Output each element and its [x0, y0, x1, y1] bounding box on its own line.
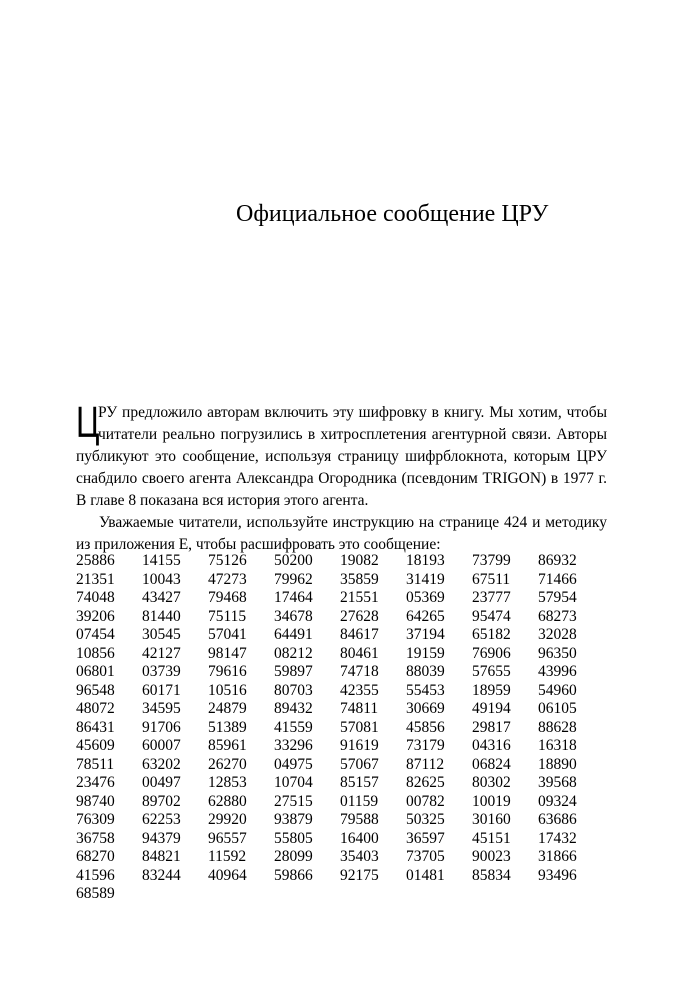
- cipher-group: 27515: [274, 792, 313, 810]
- cipher-group: 86431: [76, 718, 115, 736]
- cipher-group: 59897: [274, 663, 313, 680]
- cipher-group: 17464: [274, 589, 313, 606]
- cipher-group: 41596: [76, 866, 115, 884]
- cipher-group: 67511: [472, 570, 511, 588]
- intro-paragraph-text: РУ предложило авторам включить эту шифровку в книгу. Мы хотим, чтобы читатели реально погрузились в хитросплетения агентурной связи. Авторы публикуют это сообщение, используя страницу шифрблокнота, которым ЦРУ снабдило своего агента Александра Огородника (псевдоним TRIGON) в 1977 г. В главе 8 показана вся история этого агента.: [76, 404, 607, 509]
- cipher-group: 43996: [538, 663, 577, 680]
- cipher-group: 87112: [406, 755, 445, 773]
- cipher-group: 98740: [76, 792, 115, 810]
- cipher-group: 80461: [340, 644, 379, 662]
- cipher-group: 36758: [76, 829, 115, 847]
- cipher-group: 36597: [406, 829, 445, 847]
- cipher-group: 62880: [208, 792, 247, 810]
- cipher-group: 71466: [538, 570, 577, 588]
- cipher-group: 31419: [406, 570, 445, 588]
- cipher-group: 10856: [76, 644, 115, 662]
- cipher-group: 18193: [406, 552, 445, 569]
- cipher-group: 82625: [406, 774, 445, 791]
- cipher-group: 81440: [142, 607, 181, 625]
- cipher-group: 08212: [274, 644, 313, 662]
- cipher-group: 60171: [142, 681, 181, 699]
- cipher-group: 06801: [76, 663, 115, 680]
- cipher-group: 21551: [340, 589, 379, 606]
- cipher-group: 16400: [340, 829, 379, 847]
- body-text: [76, 398, 607, 556]
- cipher-group: 75126: [208, 552, 247, 569]
- cipher-group: 92175: [340, 866, 379, 884]
- cipher-group: 45609: [76, 737, 115, 754]
- cipher-group: 14155: [142, 552, 181, 569]
- cipher-group: 30545: [142, 626, 181, 643]
- cipher-group: 39206: [76, 607, 115, 625]
- cipher-group: 59866: [274, 866, 313, 884]
- cipher-group: 57041: [208, 626, 247, 643]
- cipher-group: 84821: [142, 848, 181, 865]
- cipher-group: 42355: [340, 681, 379, 699]
- cipher-group: 76906: [472, 644, 511, 662]
- cipher-group: 88039: [406, 663, 445, 680]
- cipher-group: 68273: [538, 607, 577, 625]
- cipher-group: 11592: [208, 848, 247, 865]
- cipher-group: 96548: [76, 681, 115, 699]
- cipher-group: 94379: [142, 829, 181, 847]
- cipher-group: 78511: [76, 755, 115, 773]
- cipher-group: 76309: [76, 811, 115, 828]
- cipher-group: 57655: [472, 663, 511, 680]
- cipher-group: 34595: [142, 700, 181, 717]
- cipher-group: 84617: [340, 626, 379, 643]
- cipher-group: 57081: [340, 718, 379, 736]
- cipher-group: 23476: [76, 774, 115, 791]
- cipher-group: 96557: [208, 829, 247, 847]
- cipher-group: 74048: [76, 589, 115, 606]
- cipher-group: 01159: [340, 792, 379, 810]
- cipher-group: 79588: [340, 811, 379, 828]
- cipher-group: 91619: [340, 737, 379, 754]
- cipher-number-grid: [76, 552, 616, 904]
- cipher-group: 17432: [538, 829, 577, 847]
- cipher-group: 68270: [76, 848, 115, 865]
- cipher-group: 98147: [208, 644, 247, 662]
- cipher-group: 40964: [208, 866, 247, 884]
- cipher-group: 93879: [274, 811, 313, 828]
- cipher-group: 10019: [472, 792, 511, 810]
- cipher-group: 63202: [142, 755, 181, 773]
- cipher-group: 06824: [472, 755, 511, 773]
- cipher-group: 55453: [406, 681, 445, 699]
- cipher-group: 80703: [274, 681, 313, 699]
- cipher-group: 57067: [340, 755, 379, 773]
- cipher-group: 79468: [208, 589, 247, 606]
- cipher-group: 18890: [538, 755, 577, 773]
- cipher-group: 41559: [274, 718, 313, 736]
- cipher-group: 93496: [538, 866, 577, 884]
- cipher-group: 73705: [406, 848, 445, 865]
- cipher-group: 16318: [538, 737, 577, 754]
- cipher-group: 05369: [406, 589, 445, 606]
- cipher-group: 18959: [472, 681, 511, 699]
- cipher-group: 07454: [76, 626, 115, 643]
- cipher-group: 85961: [208, 737, 247, 754]
- cipher-group: 96350: [538, 644, 577, 662]
- cipher-group: 29920: [208, 811, 247, 828]
- page-title: Официальное сообщение ЦРУ: [236, 201, 549, 227]
- cipher-group: 03739: [142, 663, 181, 680]
- cipher-group: 32028: [538, 626, 577, 643]
- cipher-group: 73799: [472, 552, 511, 569]
- cipher-group: 35859: [340, 570, 379, 588]
- cipher-group: 64265: [406, 607, 445, 625]
- cipher-group: 45151: [472, 829, 511, 847]
- cipher-group: 34678: [274, 607, 313, 625]
- cipher-group: 64491: [274, 626, 313, 643]
- instruction-paragraph: Уважаемые читатели, используйте инструкцию на странице 424 и методику из приложения Е, чтобы расшифровать это сообщение:: [76, 514, 607, 553]
- cipher-group: 10043: [142, 570, 181, 588]
- cipher-group: 47273: [208, 570, 247, 588]
- cipher-group: 90023: [472, 848, 511, 865]
- cipher-group: 00497: [142, 774, 181, 791]
- cipher-group: 79616: [208, 663, 247, 680]
- cipher-group: 28099: [274, 848, 313, 865]
- cipher-group: 24879: [208, 700, 247, 717]
- cipher-group: 09324: [538, 792, 577, 810]
- cipher-group: 26270: [208, 755, 247, 773]
- cipher-group: 12853: [208, 774, 247, 791]
- drop-cap: Ц: [76, 398, 100, 447]
- cipher-group: 00782: [406, 792, 445, 810]
- cipher-group: 89702: [142, 792, 181, 810]
- cipher-group: 30669: [406, 700, 445, 717]
- cipher-group: 80302: [472, 774, 511, 791]
- cipher-group: 43427: [142, 589, 181, 606]
- cipher-group: 68589: [76, 885, 115, 902]
- cipher-group: 19159: [406, 644, 445, 662]
- cipher-group: 54960: [538, 681, 577, 699]
- cipher-group: 88628: [538, 718, 577, 736]
- cipher-group: 63686: [538, 811, 577, 828]
- cipher-group: 51389: [208, 718, 247, 736]
- cipher-group: 85157: [340, 774, 379, 791]
- cipher-group: 49194: [472, 700, 511, 717]
- cipher-group: 10516: [208, 681, 247, 699]
- cipher-group: 23777: [472, 589, 511, 606]
- cipher-group: 48072: [76, 700, 115, 717]
- cipher-group: 55805: [274, 829, 313, 847]
- cipher-group: 74718: [340, 663, 379, 680]
- cipher-group: 01481: [406, 866, 445, 884]
- cipher-group: 37194: [406, 626, 445, 643]
- cipher-group: 27628: [340, 607, 379, 625]
- cipher-group: 91706: [142, 718, 181, 736]
- cipher-group: 50200: [274, 552, 313, 569]
- cipher-group: 89432: [274, 700, 313, 717]
- cipher-group: 65182: [472, 626, 511, 643]
- cipher-group: 29817: [472, 718, 511, 736]
- cipher-group: 25886: [76, 552, 115, 569]
- cipher-group: 10704: [274, 774, 313, 791]
- cipher-group: 75115: [208, 607, 247, 625]
- cipher-group: 86932: [538, 552, 577, 569]
- cipher-group: 57954: [538, 589, 577, 606]
- cipher-group: 33296: [274, 737, 313, 754]
- cipher-group: 42127: [142, 644, 181, 662]
- cipher-group: 04975: [274, 755, 313, 773]
- intro-paragraph: [76, 398, 607, 512]
- cipher-group: 50325: [406, 811, 445, 828]
- cipher-group: 21351: [76, 570, 115, 588]
- cipher-group: 45856: [406, 718, 445, 736]
- cipher-group: 79962: [274, 570, 313, 588]
- cipher-group: 62253: [142, 811, 181, 828]
- cipher-group: 95474: [472, 607, 511, 625]
- cipher-group: 31866: [538, 848, 577, 865]
- cipher-group: 39568: [538, 774, 577, 791]
- cipher-group: 73179: [406, 737, 445, 754]
- cipher-group: 30160: [472, 811, 511, 828]
- cipher-group: 85834: [472, 866, 511, 884]
- cipher-group: 60007: [142, 737, 181, 754]
- cipher-group: 83244: [142, 866, 181, 884]
- cipher-group: 06105: [538, 700, 577, 717]
- cipher-group: 35403: [340, 848, 379, 865]
- cipher-group: 19082: [340, 552, 379, 569]
- cipher-group: 04316: [472, 737, 511, 754]
- cipher-group: 74811: [340, 700, 379, 717]
